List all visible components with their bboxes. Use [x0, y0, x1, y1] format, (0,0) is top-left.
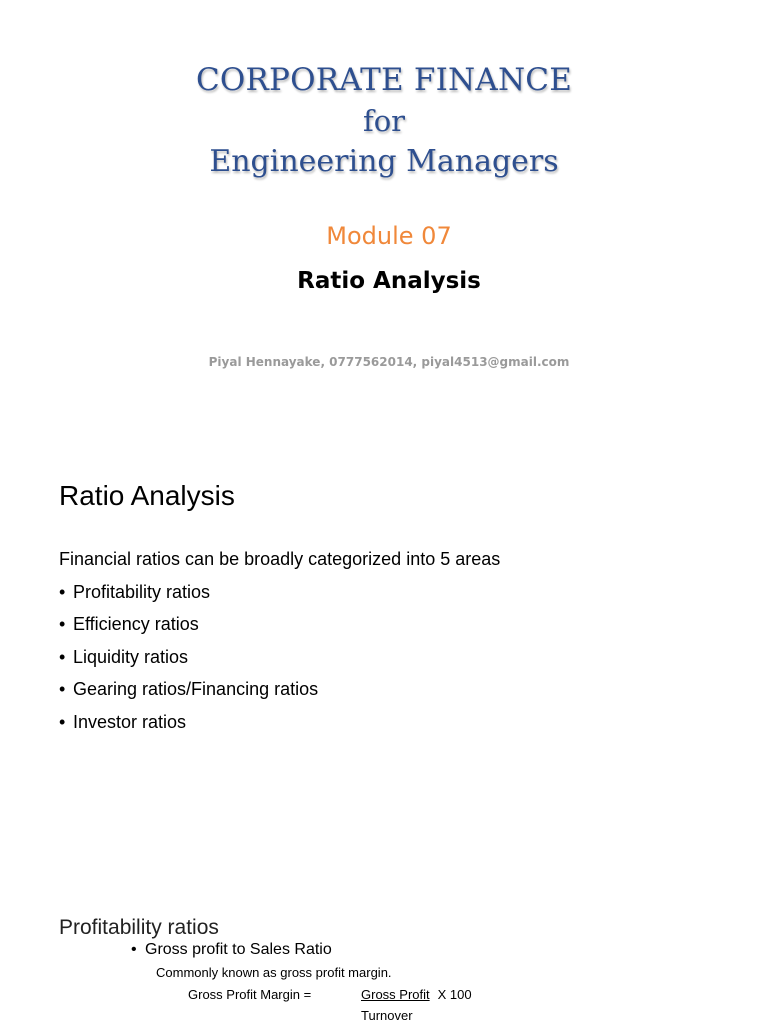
course-title-line-3: Engineering Managers: [209, 144, 559, 179]
list-item: [59, 614, 318, 646]
slide-heading: Profitability ratios: [59, 916, 219, 939]
author-contact: Piyal Hennayake, 0777562014, piyal4513@gmail.com: [208, 355, 570, 369]
module-label: Module 07: [326, 222, 452, 250]
list-item-label: Gearing ratios/Financing ratios: [73, 679, 319, 700]
list-item-label: Efficiency ratios: [73, 614, 199, 635]
profitability-slide: [0, 880, 768, 1024]
list-item: [59, 582, 318, 614]
list-item-label: Gross profit to Sales Ratio: [145, 941, 332, 958]
title-slide: [0, 0, 768, 420]
formula-multiplier: X 100: [437, 987, 472, 1002]
list-item-label: Investor ratios: [73, 711, 187, 732]
bullet-icon: •: [59, 614, 66, 635]
course-title-line-2: for: [362, 104, 406, 138]
list-item: [59, 647, 318, 679]
ratio-category-list: [59, 582, 318, 744]
slide-heading: Ratio Analysis: [59, 480, 235, 511]
module-subtitle: Ratio Analysis: [297, 268, 481, 294]
bullet-icon: •: [59, 646, 66, 667]
ratio-analysis-slide: [0, 440, 768, 860]
formula-denominator: Turnover: [361, 1008, 413, 1023]
list-item: [59, 679, 318, 711]
formula-numerator: [361, 987, 472, 1002]
list-item: [131, 941, 332, 959]
course-title-line-1: CORPORATE FINANCE: [195, 62, 573, 98]
list-item: [59, 712, 318, 744]
bullet-icon: •: [131, 941, 137, 958]
formula-label: Gross Profit Margin =: [188, 987, 312, 1002]
list-item-label: Profitability ratios: [73, 582, 211, 602]
intro-text: Financial ratios can be broadly categorized into 5 areas: [59, 549, 501, 569]
bullet-icon: •: [59, 679, 66, 700]
bullet-icon: •: [59, 711, 66, 732]
bullet-icon: •: [59, 582, 66, 602]
formula-numerator-text: Gross Profit: [361, 987, 430, 1002]
description-text: Commonly known as gross profit margin.: [156, 965, 392, 980]
list-item-label: Liquidity ratios: [73, 646, 189, 667]
